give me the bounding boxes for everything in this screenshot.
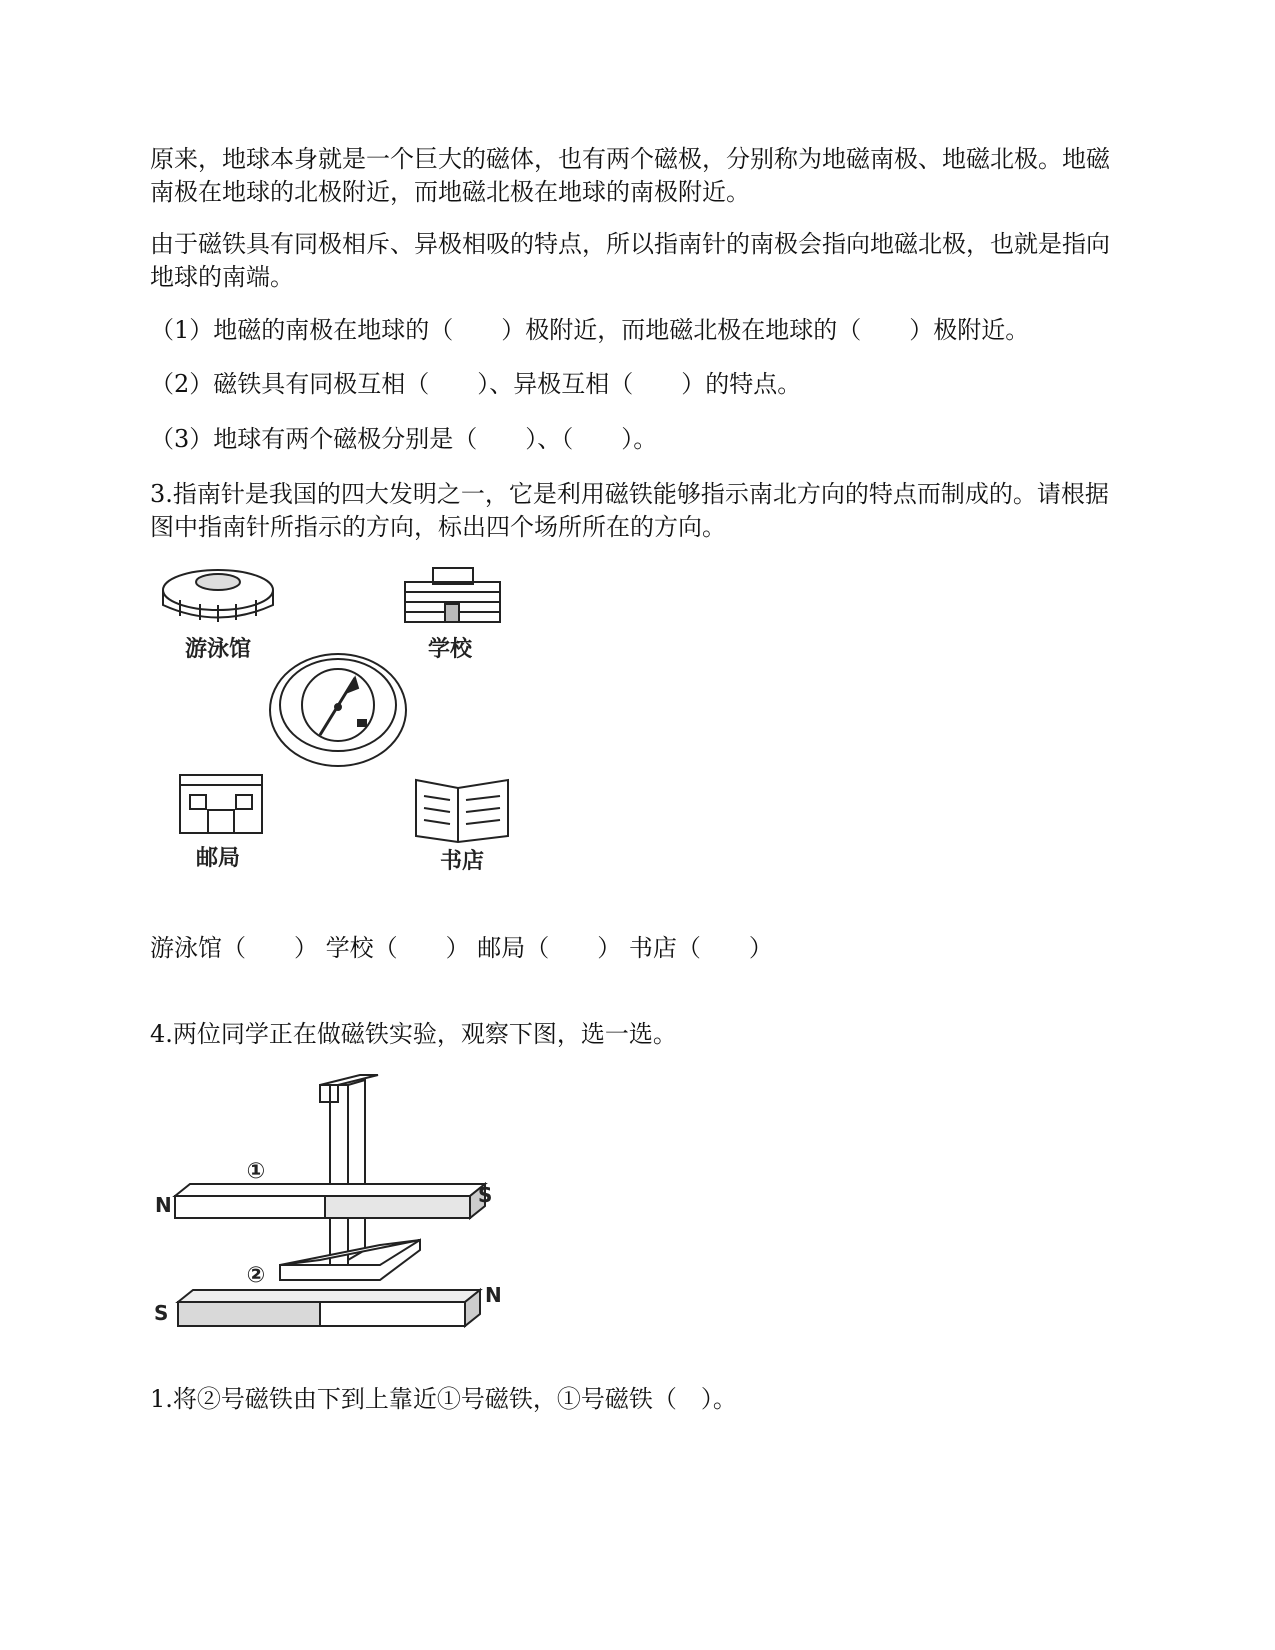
compass-icon	[270, 654, 406, 766]
stand-icon	[280, 1075, 420, 1280]
magnet-stand-figure	[150, 1070, 520, 1340]
magnet-1-icon	[175, 1184, 485, 1218]
question-4-sub-1: 1.将②号磁铁由下到上靠近①号磁铁，①号磁铁（ ）。	[150, 1385, 737, 1413]
post-office-label: 邮局	[195, 846, 241, 871]
bookstore-icon	[416, 780, 508, 842]
swimming-pool-icon	[163, 570, 273, 622]
magnet-2-icon	[178, 1290, 480, 1326]
magnet-1-number: ①	[246, 1159, 266, 1184]
question-3-answer-line: 游泳馆（ ） 学校（ ） 邮局（ ） 书店（ ）	[150, 934, 773, 962]
post-office-icon	[180, 775, 262, 833]
compass-places-figure	[150, 560, 530, 890]
school-label: 学校	[427, 637, 473, 662]
bookstore-label: 书店	[439, 849, 485, 874]
intro-paragraph-2: 由于磁铁具有同极相斥、异极相吸的特点，所以指南针的南极会指向地磁北极，也就是指向地球的南端。	[150, 230, 1110, 291]
magnet-2-right-pole: N	[485, 1283, 502, 1307]
question-4-prompt: 4.两位同学正在做磁铁实验，观察下图，选一选。	[150, 1020, 677, 1048]
magnet-2-number: ②	[246, 1263, 266, 1288]
magnet-1-left-pole: N	[155, 1193, 172, 1217]
fill-question-2: （2）磁铁具有同极互相（ ）、异极互相（ ）的特点。	[150, 370, 802, 398]
magnet-1-right-pole: S	[478, 1183, 493, 1207]
fill-question-1: （1）地磁的南极在地球的（ ）极附近，而地磁北极在地球的（ ）极附近。	[150, 316, 1030, 344]
fill-question-3: （3）地球有两个磁极分别是（ ）、（ ）。	[150, 425, 658, 453]
swimming-pool-label: 游泳馆	[184, 637, 252, 662]
intro-paragraph-1: 原来，地球本身就是一个巨大的磁体，也有两个磁极，分别称为地磁南极、地磁北极。地磁南极在地球的北极附近，而地磁北极在地球的南极附近。	[150, 145, 1110, 206]
magnet-2-left-pole: S	[154, 1301, 169, 1325]
question-3-prompt: 3.指南针是我国的四大发明之一，它是利用磁铁能够指示南北方向的特点而制成的。请根据图中指南针所指示的方向，标出四个场所所在的方向。	[150, 480, 1109, 541]
school-icon	[405, 568, 500, 622]
